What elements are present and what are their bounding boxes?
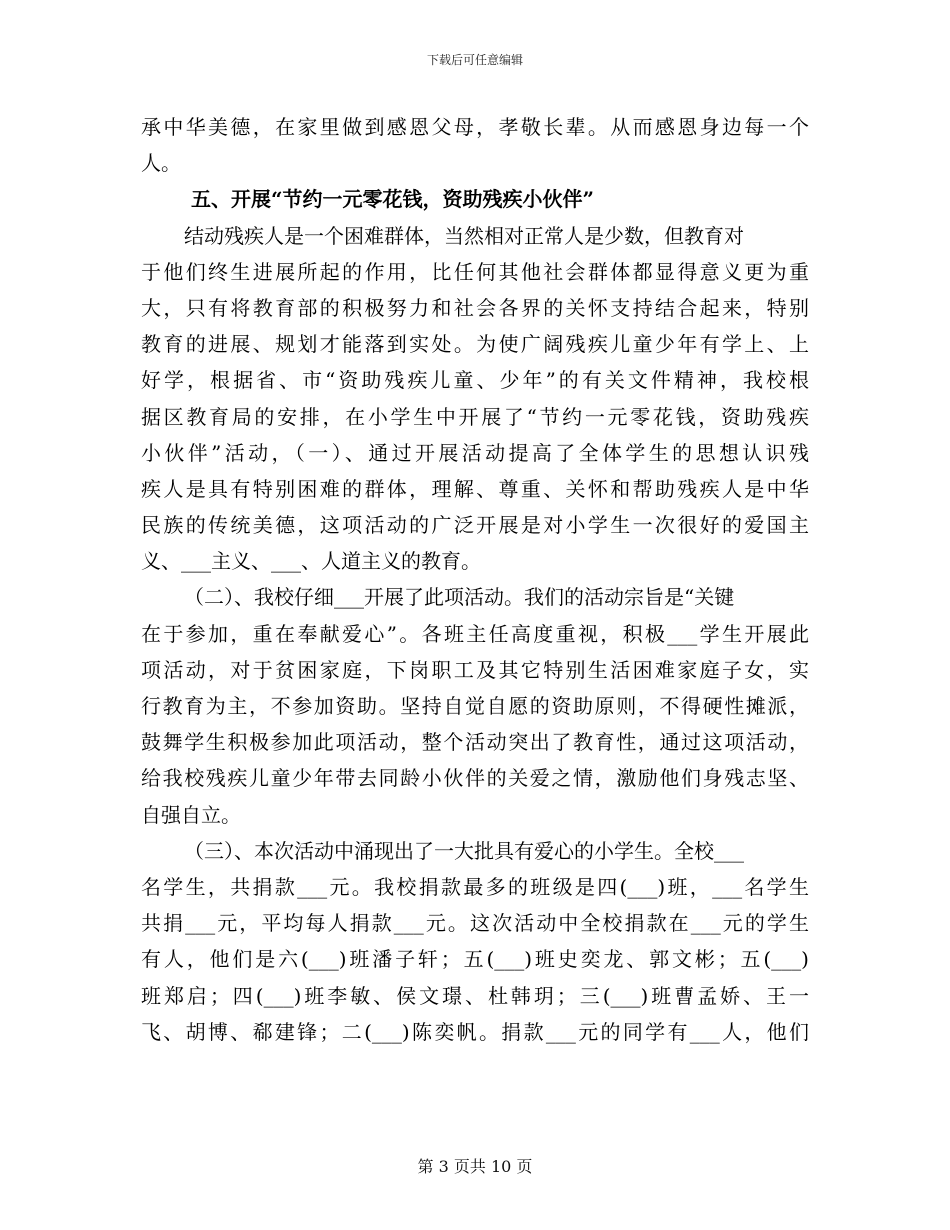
paragraph-line: 疾人是具有特别困难的群体，理解、尊重、关怀和帮助残疾人是中华 bbox=[141, 476, 809, 501]
paragraph-line: 据区教育局的安排，在小学生中开展了“节约一元零花钱，资助残疾 bbox=[141, 404, 809, 429]
paragraph-line: 教育的进展、规划才能落到实处。为使广阔残疾儿童少年有学上、上 bbox=[141, 332, 809, 357]
paragraph-line: 有人，他们是六(___)班潘子轩；五(___)班史奕龙、郭文彬；五(___) bbox=[141, 947, 809, 972]
paragraph-line: 自强自立。 bbox=[141, 802, 241, 827]
paragraph-line: （二）、我校仔细___开展了此项活动。我们的活动宗旨是“关键 bbox=[184, 585, 735, 610]
section-heading: 五、开展“节约一元零花钱，资助残疾小伙伴” bbox=[191, 187, 595, 212]
paragraph-line: 承中华美德，在家里做到感恩父母，孝敬长辈。从而感恩身边每一个 bbox=[141, 115, 809, 139]
paragraph-line: 小伙伴”活动，（一）、通过开展活动提高了全体学生的思想认识残 bbox=[141, 440, 809, 465]
paragraph-line: 好学，根据省、市“资助残疾儿童、少年”的有关文件精神，我校根 bbox=[141, 368, 809, 393]
paragraph-line: 飞、胡博、郗建锋；二(___)陈奕帆。捐款___元的同学有___人，他们 bbox=[141, 1019, 809, 1044]
paragraph-line: 共捐___元，平均每人捐款___元。这次活动中全校捐款在___元的学生 bbox=[141, 911, 809, 936]
paragraph-line: 在于参加，重在奉献爱心”。各班主任高度重视，积极___学生开展此 bbox=[141, 621, 809, 646]
page-header: 下载后可任意编辑 bbox=[426, 53, 523, 67]
paragraph-line: 人。 bbox=[141, 151, 181, 176]
paragraph-line: 大，只有将教育部的积极努力和社会各界的关怀支持结合起来，特别 bbox=[141, 295, 809, 320]
paragraph-line: 给我校残疾儿童少年带去同龄小伙伴的关爱之情，激励他们身残志坚、 bbox=[141, 766, 809, 791]
document-body bbox=[141, 109, 809, 1050]
paragraph-line: 项活动，对于贫困家庭，下岗职工及其它特别生活困难家庭子女，实 bbox=[141, 657, 809, 682]
page-number: 第 3 页共 10 页 bbox=[417, 1157, 533, 1176]
paragraph-line: 义、___主义、___、人道主义的教育。 bbox=[141, 549, 481, 574]
paragraph-line: 班郑启；四(___)班李敏、侯文璟、杜韩玥；三(___)班曹孟娇、王一 bbox=[141, 983, 809, 1008]
paragraph-line: 于他们终生进展所起的作用，比任何其他社会群体都显得意义更为重 bbox=[141, 259, 809, 284]
paragraph-line: 行教育为主，不参加资助。坚持自觉自愿的资助原则，不得硬性摊派， bbox=[141, 694, 809, 718]
paragraph-line: 名学生，共捐款___元。我校捐款最多的班级是四(___)班，___名学生 bbox=[141, 874, 809, 899]
paragraph-line: 鼓舞学生积极参加此项活动，整个活动突出了教育性，通过这项活动， bbox=[141, 730, 809, 755]
paragraph-line: 民族的传统美德，这项活动的广泛开展是对小学生一次很好的爱国主 bbox=[141, 513, 809, 538]
paragraph-line: （三）、本次活动中涌现出了一大批具有爱心的小学生。全校___ bbox=[184, 838, 744, 863]
paragraph-line: 结动残疾人是一个困难群体，当然相对正常人是少数，但教育对 bbox=[184, 223, 744, 248]
